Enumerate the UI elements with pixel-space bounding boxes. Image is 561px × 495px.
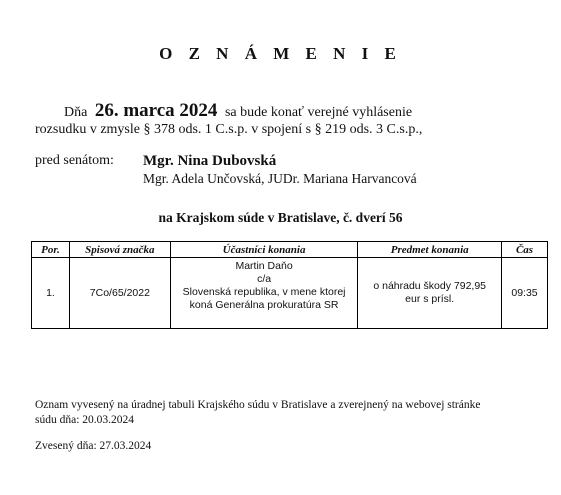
header-ucastnici: Účastníci konania: [170, 242, 358, 258]
cell-cas: 09:35: [502, 258, 548, 329]
predmet-line: eur s prísl.: [405, 293, 455, 305]
header-predmet: Predmet konania: [358, 242, 502, 258]
cell-ucastnici: [170, 258, 358, 329]
document-title: O Z N Á M E N I E: [159, 44, 402, 63]
announcement-suffix: sa bude konať verejné vyhlásenie: [224, 105, 413, 120]
cell-por: 1.: [32, 258, 70, 329]
cell-predmet: [358, 258, 502, 329]
senate-members: Mgr. Adela Unčovská, JUDr. Mariana Harvancová: [143, 171, 417, 186]
footer-removed: Zvesený dňa: 27.03.2024: [35, 440, 152, 452]
cell-spisova-znacka: 7Co/65/2022: [69, 258, 170, 329]
header-por: Por.: [32, 242, 70, 258]
header-cas: Čas: [502, 242, 548, 258]
venue: na Krajskom súde v Bratislave, č. dverí 56: [158, 210, 403, 225]
senate-label: pred senátom:: [35, 153, 114, 168]
announcement-line-2: rozsudku v zmysle § 378 ods. 1 C.s.p. v spojení s § 219 ods. 3 C.s.p.,: [35, 122, 423, 137]
table-header-row: [32, 242, 548, 258]
senate-chair: Mgr. Nina Dubovská: [143, 153, 277, 169]
footer-posted: Oznam vyvesený na úradnej tabuli Krajského súdu v Bratislave a zverejnený na webovej stránke súdu dňa: 20.03.2024: [35, 399, 481, 426]
ucastnik-line: c/a: [257, 273, 272, 285]
hearing-table: [31, 241, 548, 329]
ucastnik-line: Slovenská republika, v mene ktorej: [182, 286, 346, 298]
ucastnik-line: koná Generálna prokuratúra SR: [189, 299, 339, 311]
ucastnik-line: Martin Daňo: [235, 260, 293, 272]
header-spisova-znacka: Spisová značka: [69, 242, 170, 258]
announcement-date: 26. marca 2024: [94, 100, 218, 121]
announcement-prefix: Dňa: [64, 105, 88, 120]
table-row: [32, 258, 548, 329]
predmet-line: o náhradu škody 792,95: [373, 280, 487, 292]
announcement-line-1: [64, 100, 412, 122]
